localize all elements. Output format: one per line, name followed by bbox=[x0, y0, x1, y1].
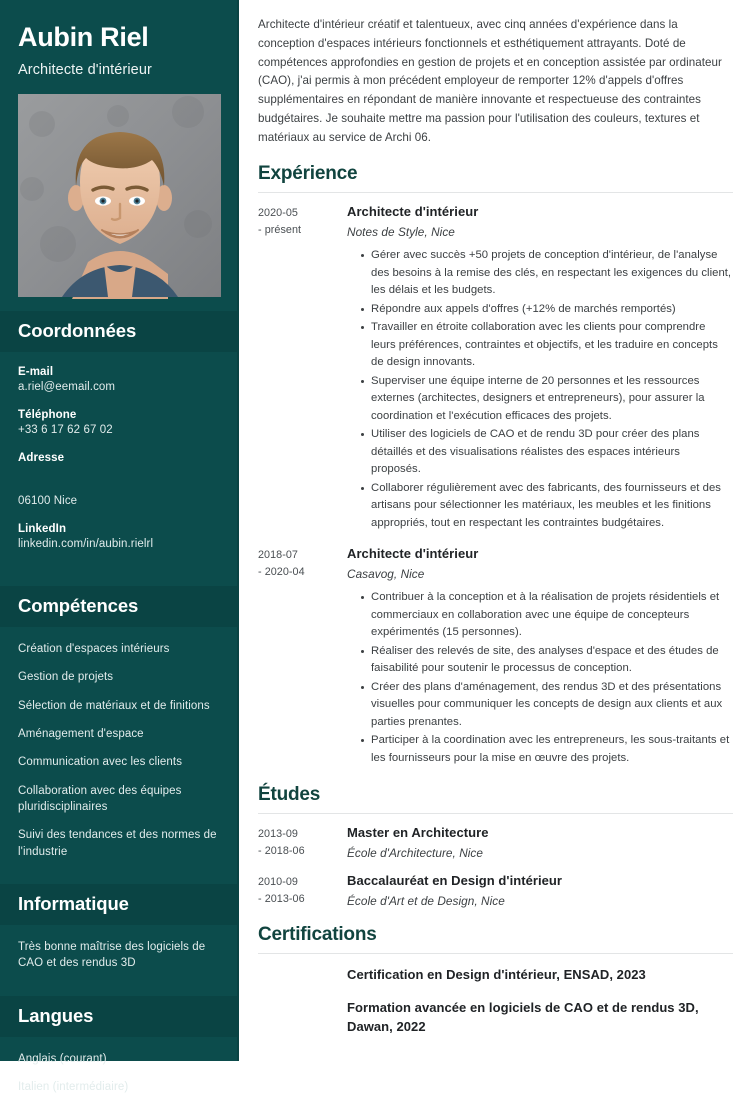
list-item: Communication avec les clients bbox=[18, 756, 183, 769]
entry-bullet-list bbox=[347, 247, 733, 532]
sidebar-section-header-skills bbox=[0, 586, 239, 627]
bullet-item: Superviser une équipe interne de 20 personnes et les ressources externes (architectes, designers et entrepreneurs), pour assurer la coordination et l'exécution efficaces des projets. bbox=[361, 373, 733, 426]
date-end: - 2013-06 bbox=[258, 893, 305, 906]
sidebar-heading-skills: Compétences bbox=[18, 595, 139, 617]
bullet-item: Créer des plans d'aménagement, des rendus 3D et des présentations visuelles pour communiquer les concepts de design aux clients et aux parties prenantes. bbox=[361, 679, 733, 732]
section-title-certifications: Certifications bbox=[258, 924, 377, 946]
entry-degree-title: Master en Architecture bbox=[347, 825, 489, 841]
contact-field-email bbox=[18, 366, 221, 395]
list-item: Création d'espaces intérieurs bbox=[18, 643, 170, 656]
divider bbox=[258, 192, 733, 193]
bullet-item: Répondre aux appels d'offres (+12% de marchés remportés) bbox=[361, 301, 733, 319]
entry-body bbox=[347, 873, 733, 908]
sidebar bbox=[0, 0, 239, 1093]
list-item: Italien (intermédiaire) bbox=[18, 1080, 129, 1093]
list-item: Sélection de matériaux et de finitions bbox=[18, 699, 210, 712]
bullet-item: Gérer avec succès +50 projets de conception d'intérieur, de l'analyse des besoins à la remise des clés, en respectant les exigences du client, les délais et les budgets. bbox=[361, 247, 733, 300]
contact-label-linkedin: LinkedIn bbox=[18, 523, 67, 536]
bullet-item: Contribuer à la conception et à la réalisation de projets résidentiels et commerciaux en collaboration avec une équipe de concepteurs expérimentés (15 personnes). bbox=[361, 589, 733, 642]
bullet-item: Participer à la coordination avec les entrepreneurs, les sous-traitants et les fournisseurs pour la mise en œuvre des projets. bbox=[361, 732, 733, 767]
sidebar-section-body-software bbox=[0, 925, 239, 982]
divider bbox=[258, 813, 733, 814]
list-item: Gestion de projets bbox=[18, 671, 114, 684]
certification-title: Formation avancée en logiciels de CAO et de rendus 3D, Dawan, 2022 bbox=[347, 999, 699, 1035]
entry-date-range bbox=[258, 546, 347, 768]
list-item: Collaboration avec des équipes pluridisciplinaires bbox=[18, 784, 182, 814]
contact-label-address: Adresse bbox=[18, 452, 65, 465]
entry-school: École d'Art et de Design, Nice bbox=[347, 894, 505, 909]
contact-value-address-empty bbox=[18, 467, 221, 481]
entry-date-spacer bbox=[258, 998, 347, 1037]
certification-title: Certification en Design d'intérieur, ENSAD, 2023 bbox=[347, 967, 646, 983]
main-content bbox=[239, 0, 750, 1061]
sidebar-section-header-languages bbox=[0, 996, 239, 1037]
section-education bbox=[258, 784, 733, 908]
sidebar-heading-software: Informatique bbox=[18, 893, 129, 914]
education-entry bbox=[258, 825, 733, 860]
list-item: Suivi des tendances et des normes de l'industrie bbox=[18, 829, 217, 858]
contact-value-linkedin[interactable]: linkedin.com/in/aubin.rielrl bbox=[18, 538, 154, 551]
contact-value-address-city: 06100 Nice bbox=[18, 495, 78, 508]
sidebar-section-body-languages bbox=[0, 1037, 239, 1105]
certification-entry bbox=[258, 998, 733, 1037]
experience-entry bbox=[258, 204, 733, 533]
entry-date-spacer bbox=[258, 965, 347, 985]
entry-job-title: Architecte d'intérieur bbox=[347, 204, 479, 220]
bullet-item: Utiliser des logiciels de CAO et de rendu 3D pour créer des plans détaillés et des visualisations réalistes des espaces intérieurs proposés. bbox=[361, 426, 733, 479]
sidebar-heading-contact: Coordonnées bbox=[18, 320, 137, 342]
contact-label-email: E-mail bbox=[18, 366, 54, 379]
portrait-photo-icon bbox=[18, 94, 221, 297]
bullet-item: Travailler en étroite collaboration avec les clients pour comprendre leurs préférences, contraintes et objectifs, et les traduire en concepts de design innovants. bbox=[361, 319, 733, 372]
contact-value-email[interactable]: a.riel@eemail.com bbox=[18, 381, 116, 394]
sidebar-heading-languages: Langues bbox=[18, 1004, 94, 1026]
education-entry bbox=[258, 873, 733, 908]
profile-summary: Architecte d'intérieur créatif et talentueux, avec cinq années d'expérience dans la conception d'espaces intérieurs fonctionnels et esthétiquement attrayants. Doté de compétences approfondies en gestion de projets et en conception assistée par ordinateur (CAO), j'ai permis à mon précédent employeur de remporter 12% d'appels d'offres supplémentaires en répondant de manière innovante et respectueuse des contraintes budgétaires. Je souhaite mettre ma passion pour l'utilisation des couleurs, textures et matériaux au service de Archi 06. bbox=[258, 18, 722, 144]
candidate-job-title: Architecte d'intérieur bbox=[18, 62, 152, 79]
section-certifications bbox=[258, 924, 733, 1037]
entry-bullet-list bbox=[347, 589, 733, 767]
date-end: - 2020-04 bbox=[258, 566, 305, 579]
contact-field-address bbox=[18, 452, 221, 509]
certification-entry bbox=[258, 965, 733, 985]
sidebar-section-body-skills bbox=[0, 627, 239, 870]
avatar bbox=[18, 94, 221, 297]
list-item: Aménagement d'espace bbox=[18, 728, 144, 741]
date-start: 2018-07 bbox=[258, 549, 298, 562]
entry-organization: Notes de Style, Nice bbox=[347, 225, 455, 240]
contact-field-phone bbox=[18, 409, 221, 438]
entry-degree-title: Baccalauréat en Design d'intérieur bbox=[347, 873, 563, 889]
contact-field-linkedin bbox=[18, 523, 221, 552]
candidate-name: Aubin Riel bbox=[18, 22, 149, 52]
entry-school: École d'Architecture, Nice bbox=[347, 846, 483, 861]
bullet-item: Collaborer régulièrement avec des fabricants, des fournisseurs et des artisans pour sélectionner les matériaux, les meubles et les finitions appropriés, tout en respectant les contraintes budgétaires. bbox=[361, 480, 733, 533]
entry-date-range bbox=[258, 825, 347, 860]
entry-date-range bbox=[258, 873, 347, 908]
list-item: Anglais (courant) bbox=[18, 1052, 107, 1065]
date-start: 2020-05 bbox=[258, 207, 298, 220]
divider bbox=[258, 953, 733, 954]
entry-job-title: Architecte d'intérieur bbox=[347, 546, 479, 562]
entry-date-range bbox=[258, 204, 347, 533]
experience-entry bbox=[258, 546, 733, 768]
section-title-education: Études bbox=[258, 784, 321, 806]
entry-body bbox=[347, 825, 733, 860]
date-end: - 2018-06 bbox=[258, 845, 305, 858]
entry-body bbox=[347, 204, 733, 533]
entry-body bbox=[347, 546, 733, 768]
sidebar-section-header-contact bbox=[0, 311, 239, 352]
contact-label-phone: Téléphone bbox=[18, 409, 77, 422]
section-experience bbox=[258, 163, 733, 768]
date-start: 2013-09 bbox=[258, 828, 298, 841]
date-end: - présent bbox=[258, 224, 302, 237]
sidebar-header bbox=[0, 0, 239, 78]
section-title-experience: Expérience bbox=[258, 163, 358, 185]
contact-value-phone[interactable]: +33 6 17 62 67 02 bbox=[18, 424, 113, 437]
entry-organization: Casavog, Nice bbox=[347, 567, 425, 582]
sidebar-section-header-software bbox=[0, 884, 239, 925]
list-item: Très bonne maîtrise des logiciels de CAO et des rendus 3D bbox=[18, 941, 206, 970]
bullet-item: Réaliser des relevés de site, des analyses d'espace et des études de faisabilité pour soutenir le processus de conception. bbox=[361, 643, 733, 678]
date-start: 2010-09 bbox=[258, 876, 298, 889]
sidebar-section-body-contact bbox=[0, 352, 239, 572]
